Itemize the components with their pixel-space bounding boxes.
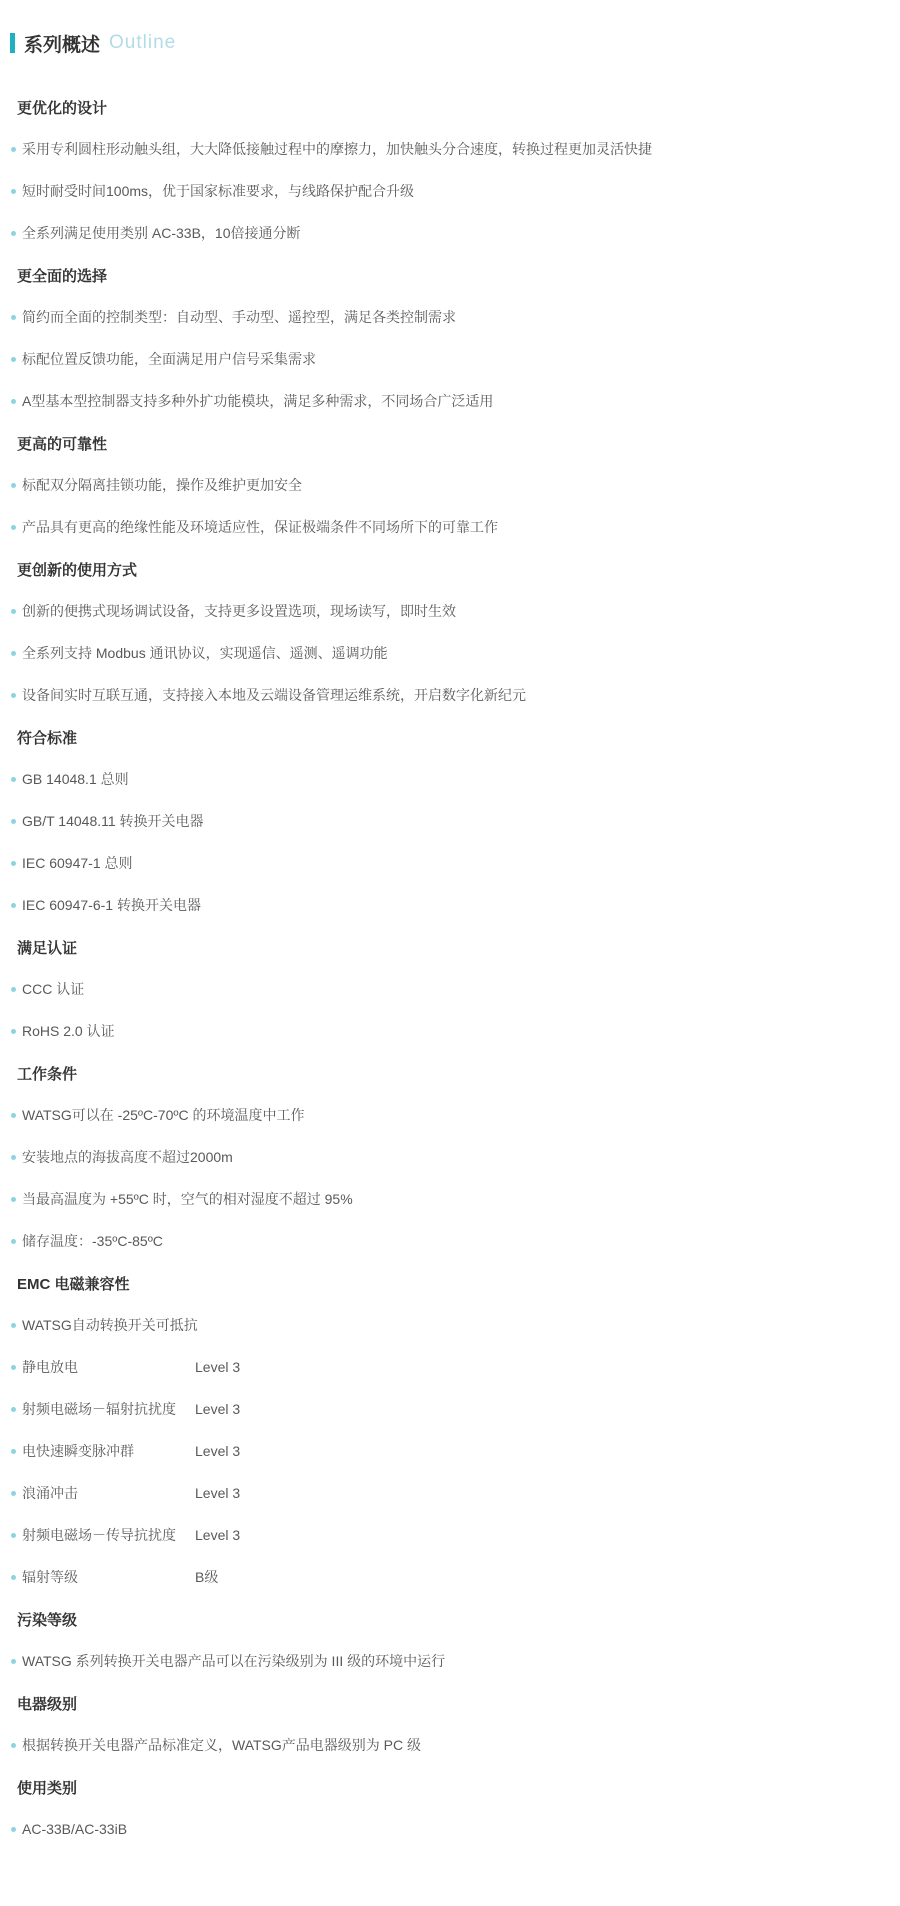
bullet-dot-icon	[11, 1743, 16, 1748]
item-text: 当最高温度为 +55ºC 时，空气的相对湿度不超过 95%	[22, 1191, 353, 1207]
bullet-item	[10, 1808, 880, 1850]
item-text: IEC 60947-1 总则	[22, 855, 133, 871]
item-text: 采用专利圆柱形动触头组，大大降低接触过程中的摩擦力，加快触头分合速度，转换过程更加灵活快捷	[22, 141, 652, 157]
bullet-dot-icon	[11, 651, 16, 656]
item-value: B级	[195, 1569, 219, 1585]
item-text: GB 14048.1 总则	[22, 771, 129, 787]
bullet-dot-icon	[11, 1407, 16, 1412]
section-heading: 满足认证	[17, 939, 78, 957]
bullet-item	[10, 884, 880, 926]
item-label: 电快速瞬变脉冲群	[22, 1443, 134, 1459]
bullet-item	[10, 338, 880, 380]
item-text: WATSG 系列转换开关电器产品可以在污染级别为 III 级的环境中运行	[22, 1653, 446, 1669]
bullet-dot-icon	[11, 525, 16, 530]
item-text: 根据转换开关电器产品标准定义，WATSG产品电器级别为 PC 级	[22, 1737, 421, 1753]
bullet-dot-icon	[11, 903, 16, 908]
bullet-dot-icon	[11, 1827, 16, 1832]
bullet-item	[10, 506, 880, 548]
bullet-dot-icon	[11, 987, 16, 992]
item-value: Level 3	[195, 1443, 241, 1459]
bullet-dot-icon	[11, 1029, 16, 1034]
item-text: CCC 认证	[22, 981, 85, 997]
bullet-dot-icon	[11, 483, 16, 488]
item-text: 标配位置反馈功能，全面满足用户信号采集需求	[22, 351, 316, 367]
bullet-item	[10, 1514, 880, 1556]
item-text: 安装地点的海拔高度不超过2000m	[22, 1149, 233, 1165]
bullet-dot-icon	[11, 1365, 16, 1370]
section-heading: 符合标准	[17, 729, 78, 747]
item-text: 产品具有更高的绝缘性能及环境适应性，保证极端条件不同场所下的可靠工作	[22, 519, 498, 535]
bullet-dot-icon	[11, 231, 16, 236]
bullet-item	[10, 590, 880, 632]
section-heading: 更全面的选择	[17, 267, 108, 285]
page-title-zh: 系列概述	[24, 34, 101, 56]
bullet-dot-icon	[11, 357, 16, 362]
item-text: RoHS 2.0 认证	[22, 1023, 115, 1039]
bullet-dot-icon	[11, 1491, 16, 1496]
bullet-dot-icon	[11, 1113, 16, 1118]
bullet-dot-icon	[11, 1533, 16, 1538]
bullet-item	[10, 1094, 880, 1136]
bullet-item	[10, 128, 880, 170]
bullet-item	[10, 1472, 880, 1514]
bullet-dot-icon	[11, 693, 16, 698]
item-value: Level 3	[195, 1359, 241, 1375]
item-label: 静电放电	[22, 1359, 78, 1375]
bullet-item	[10, 674, 880, 716]
section-heading: 使用类别	[17, 1779, 78, 1797]
bullet-dot-icon	[11, 1323, 16, 1328]
bullet-dot-icon	[11, 819, 16, 824]
item-value: Level 3	[195, 1527, 241, 1543]
item-text: WATSG自动转换开关可抵抗	[22, 1317, 198, 1333]
bullet-item	[10, 1136, 880, 1178]
section-heading: 更优化的设计	[17, 99, 108, 117]
bullet-dot-icon	[11, 777, 16, 782]
item-text: 标配双分隔离挂锁功能，操作及维护更加安全	[22, 477, 302, 493]
bullet-item	[10, 1010, 880, 1052]
bullet-item	[10, 1640, 880, 1682]
item-label: 射频电磁场－辐射抗扰度	[22, 1401, 176, 1417]
bullet-dot-icon	[11, 1197, 16, 1202]
bullet-dot-icon	[11, 861, 16, 866]
item-text: 简约而全面的控制类型：自动型、手动型、遥控型，满足各类控制需求	[22, 309, 456, 325]
bullet-dot-icon	[11, 609, 16, 614]
bullet-item	[10, 632, 880, 674]
item-text: 设备间实时互联互通，支持接入本地及云端设备管理运维系统，开启数字化新纪元	[22, 687, 526, 703]
bullet-item	[10, 1430, 880, 1472]
item-text: 全系列满足使用类别 AC-33B，10倍接通分断	[22, 225, 301, 241]
item-value: Level 3	[195, 1485, 241, 1501]
bullet-item	[10, 1388, 880, 1430]
bullet-dot-icon	[11, 1575, 16, 1580]
bullet-item	[10, 800, 880, 842]
bullet-item	[10, 758, 880, 800]
item-text: A型基本型控制器支持多种外扩功能模块，满足多种需求，不同场合广泛适用	[22, 393, 494, 409]
bullet-dot-icon	[11, 1659, 16, 1664]
bullet-item	[10, 464, 880, 506]
section-heading: 更高的可靠性	[17, 435, 108, 453]
bullet-item	[10, 212, 880, 254]
bullet-dot-icon	[11, 147, 16, 152]
item-label: 浪涌冲击	[22, 1485, 78, 1501]
item-text: AC-33B/AC-33iB	[22, 1821, 128, 1837]
page-title-en: Outline	[109, 32, 177, 53]
bullet-item	[10, 842, 880, 884]
bullet-item	[10, 380, 880, 422]
bullet-dot-icon	[11, 1155, 16, 1160]
page-title	[10, 30, 880, 56]
section-heading: 更创新的使用方式	[17, 561, 138, 579]
item-label: 辐射等级	[22, 1569, 78, 1585]
bullet-item	[10, 1346, 880, 1388]
section-heading: EMC 电磁兼容性	[17, 1275, 130, 1293]
item-text: 储存温度：-35ºC-85ºC	[22, 1233, 163, 1249]
bullet-item	[10, 1556, 880, 1598]
bullet-item	[10, 1304, 880, 1346]
section-heading: 污染等级	[17, 1611, 78, 1629]
bullet-dot-icon	[11, 315, 16, 320]
item-value: Level 3	[195, 1401, 241, 1417]
bullet-item	[10, 170, 880, 212]
sections-container	[10, 86, 880, 1850]
bullet-item	[10, 1178, 880, 1220]
bullet-item	[10, 296, 880, 338]
bullet-item	[10, 968, 880, 1010]
item-text: IEC 60947-6-1 转换开关电器	[22, 897, 201, 913]
item-text: GB/T 14048.11 转换开关电器	[22, 813, 204, 829]
section-heading: 电器级别	[17, 1695, 78, 1713]
item-text: WATSG可以在 -25ºC-70ºC 的环境温度中工作	[22, 1107, 305, 1123]
section-heading: 工作条件	[17, 1065, 78, 1083]
bullet-dot-icon	[11, 1239, 16, 1244]
bullet-item	[10, 1220, 880, 1262]
item-text: 创新的便携式现场调试设备，支持更多设置选项，现场读写，即时生效	[22, 603, 456, 619]
item-text: 全系列支持 Modbus 通讯协议，实现遥信、遥测、遥调功能	[22, 645, 388, 661]
bullet-dot-icon	[11, 1449, 16, 1454]
item-label: 射频电磁场－传导抗扰度	[22, 1527, 176, 1543]
bullet-item	[10, 1724, 880, 1766]
bullet-dot-icon	[11, 399, 16, 404]
bullet-dot-icon	[11, 189, 16, 194]
item-text: 短时耐受时间100ms，优于国家标准要求，与线路保护配合升级	[22, 183, 415, 199]
title-accent-bar-icon	[10, 33, 15, 53]
